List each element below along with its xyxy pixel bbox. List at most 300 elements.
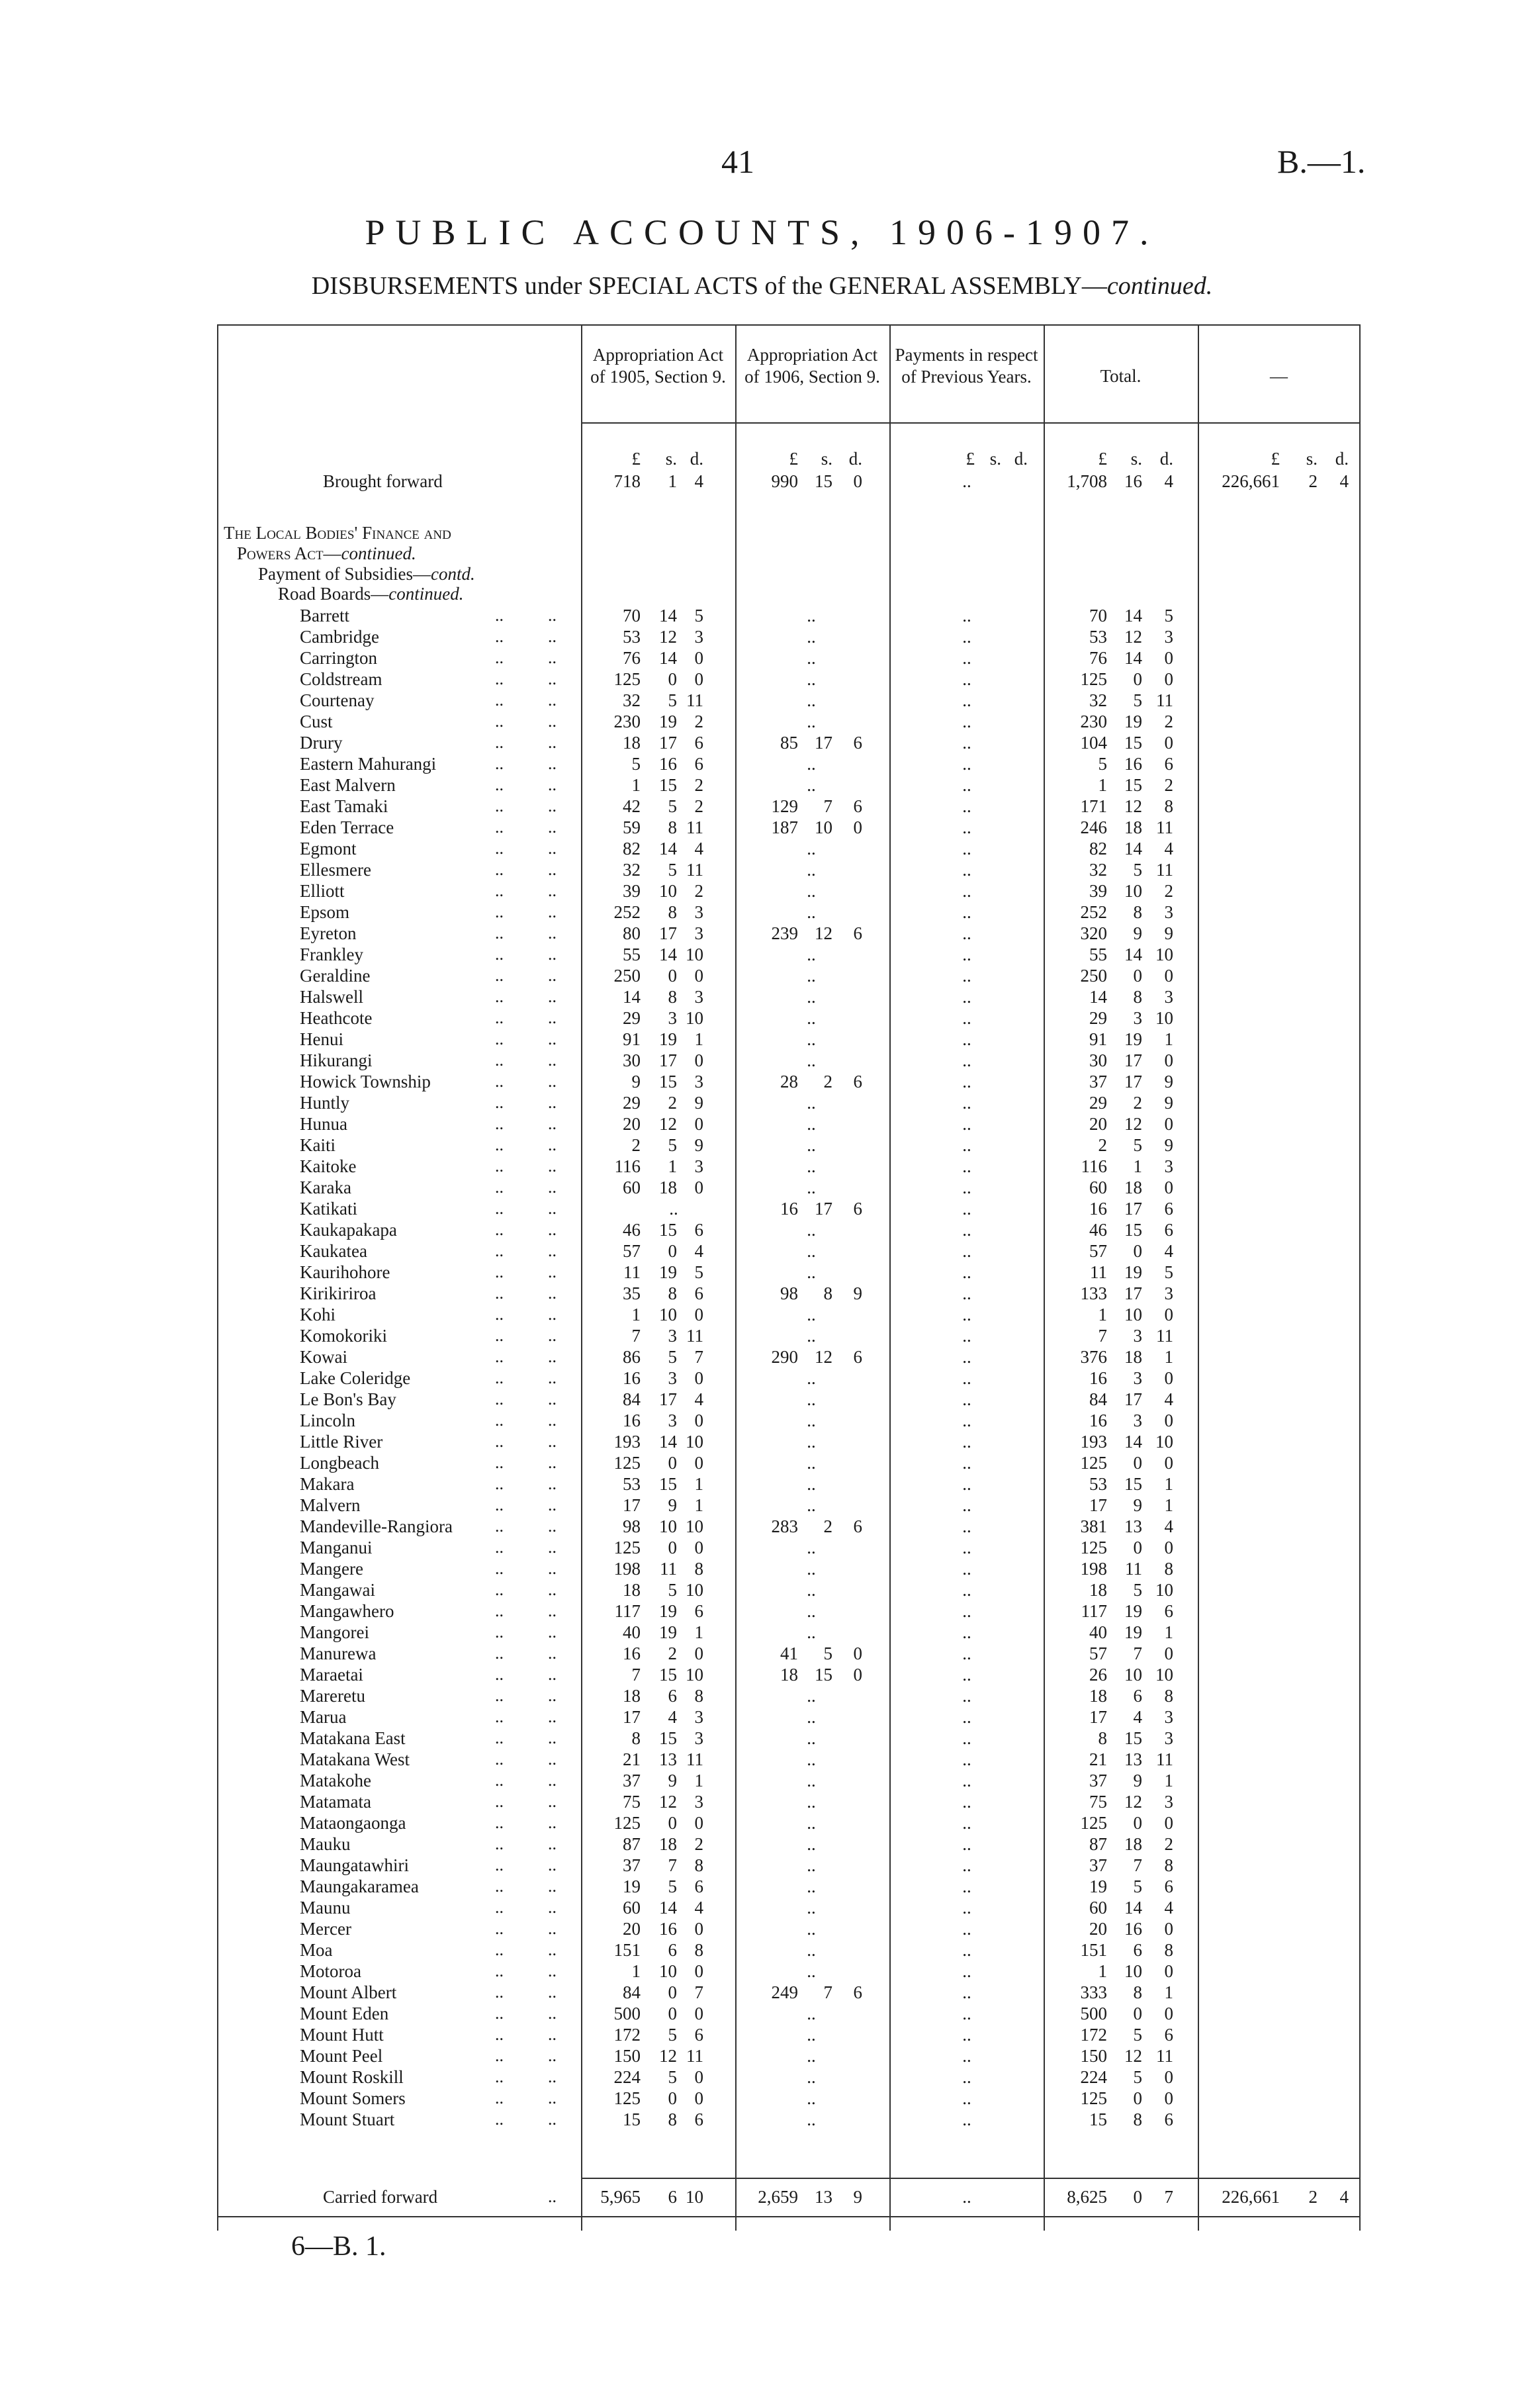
cell-empty: .. bbox=[962, 1792, 971, 1812]
leader-dots: .. bbox=[495, 1389, 504, 1409]
leader-dots: .. bbox=[495, 648, 504, 667]
cell-empty: .. bbox=[962, 1178, 971, 1197]
cell-shillings: 14 bbox=[659, 648, 677, 668]
leader-dots: .. bbox=[548, 1283, 557, 1303]
cell-empty: .. bbox=[807, 1156, 816, 1176]
cell-pounds: 84 bbox=[1089, 1389, 1107, 1409]
cell-pence: 10 bbox=[1155, 1580, 1173, 1600]
cell-shillings: 14 bbox=[1124, 1432, 1142, 1452]
row-label: Mareretu bbox=[300, 1686, 365, 1706]
cell-empty: .. bbox=[807, 1135, 816, 1155]
leader-dots: .. bbox=[548, 1898, 557, 1917]
leader-dots: .. bbox=[495, 1029, 504, 1048]
cell-pounds: 172 bbox=[613, 2025, 641, 2045]
row-label: Marua bbox=[300, 1707, 347, 1727]
cell-pence: 0 bbox=[1164, 2067, 1173, 2087]
row-label: Frankley bbox=[300, 945, 363, 964]
cell-shillings: 0 bbox=[668, 1538, 677, 1557]
cell-pounds: 125 bbox=[613, 1453, 641, 1473]
cell-shillings: 17 bbox=[1124, 1199, 1142, 1219]
cell-shillings: 6 bbox=[1133, 1940, 1142, 1960]
cell-pence: 0 bbox=[694, 1050, 703, 1070]
cell-pence: 0 bbox=[1164, 1813, 1173, 1833]
cell-pence: 3 bbox=[1164, 627, 1173, 647]
cell-empty: .. bbox=[962, 1898, 971, 1918]
cell-empty: .. bbox=[807, 1961, 816, 1981]
cell-pence: 11 bbox=[1156, 1749, 1173, 1769]
leader-dots: .. bbox=[548, 1665, 557, 1684]
leader-dots: .. bbox=[495, 1601, 504, 1620]
row-label: Howick Township bbox=[300, 1072, 431, 1091]
row-label: Mercer bbox=[300, 1919, 351, 1939]
cell-shillings: 19 bbox=[1124, 1601, 1142, 1621]
leader-dots: .. bbox=[495, 1919, 504, 1938]
cell-pence: 6 bbox=[694, 2109, 703, 2129]
leader-dots: .. bbox=[495, 1771, 504, 1790]
cell-empty: .. bbox=[962, 1771, 971, 1790]
row-label: Katikati bbox=[300, 1199, 357, 1219]
leader-dots: .. bbox=[495, 881, 504, 900]
cell-empty: .. bbox=[962, 1474, 971, 1494]
cell-pence: 0 bbox=[694, 1813, 703, 1833]
cell-pence: 3 bbox=[1164, 1707, 1173, 1727]
cell-empty: .. bbox=[807, 1919, 816, 1939]
cell-shillings: 4 bbox=[668, 1707, 677, 1727]
cell-pounds: 32 bbox=[623, 860, 641, 880]
cell-pounds: 133 bbox=[1080, 1283, 1107, 1303]
row-label: Matakohe bbox=[300, 1771, 371, 1790]
cell-pence: 10 bbox=[1155, 1432, 1173, 1452]
cell-empty: .. bbox=[962, 1665, 971, 1685]
cell-empty: .. bbox=[962, 2067, 971, 2087]
cell-empty: .. bbox=[962, 881, 971, 901]
section-heading bbox=[258, 564, 475, 584]
cell-pounds: 91 bbox=[623, 1029, 641, 1049]
leader-dots: .. bbox=[548, 1474, 557, 1493]
cell-shillings: 14 bbox=[659, 839, 677, 858]
cell-pence: 6 bbox=[1164, 1199, 1173, 1219]
cell-pence: 4 bbox=[1339, 471, 1349, 491]
cell-pounds: 117 bbox=[1081, 1601, 1107, 1621]
cell-pounds: 226,661 bbox=[1222, 2187, 1280, 2207]
cell-pounds: 125 bbox=[613, 2088, 641, 2108]
leader-dots: .. bbox=[495, 669, 504, 688]
leader-dots: .. bbox=[548, 1220, 557, 1239]
cell-pounds: 125 bbox=[1080, 1538, 1107, 1557]
cell-pounds: 283 bbox=[771, 1516, 798, 1536]
col-rule-1 bbox=[581, 324, 582, 2231]
cell-pounds: 990 bbox=[771, 471, 798, 491]
leader-dots: .. bbox=[548, 1580, 557, 1599]
cell-empty: .. bbox=[962, 1305, 971, 1324]
cell-pence: 4 bbox=[1164, 839, 1173, 858]
cell-pence: 2 bbox=[694, 881, 703, 901]
cell-empty: .. bbox=[807, 712, 816, 731]
document-reference: B.—1. bbox=[1277, 143, 1366, 180]
cell-empty: .. bbox=[962, 1114, 971, 1134]
leader-dots: .. bbox=[495, 1220, 504, 1239]
cell-empty: .. bbox=[962, 733, 971, 753]
row-label: Karaka bbox=[300, 1178, 351, 1197]
cell-pounds: 42 bbox=[623, 796, 641, 816]
cell-pounds: 85 bbox=[780, 733, 798, 753]
leader-dots: .. bbox=[548, 2109, 557, 2129]
row-label: Maungatawhiri bbox=[300, 1855, 409, 1875]
cell-pence: 2 bbox=[694, 1834, 703, 1854]
cell-shillings: 17 bbox=[815, 733, 832, 753]
row-label: Kohi bbox=[300, 1305, 336, 1324]
cell-shillings: 16 bbox=[659, 754, 677, 774]
cell-empty: .. bbox=[962, 1432, 971, 1452]
cell-empty: .. bbox=[962, 923, 971, 943]
row-label: Matakana West bbox=[300, 1749, 410, 1769]
cell-shillings: 1 bbox=[668, 471, 677, 491]
cell-pounds: 53 bbox=[1089, 627, 1107, 647]
leader-dots: .. bbox=[495, 796, 504, 815]
leader-dots: .. bbox=[495, 1516, 504, 1536]
unit-pound-prev: £ bbox=[965, 449, 975, 469]
cell-shillings: 10 bbox=[1124, 881, 1142, 901]
cell-pence: 7 bbox=[1164, 2187, 1173, 2207]
cell-shillings: 9 bbox=[1133, 923, 1142, 943]
leader-dots: .. bbox=[495, 1707, 504, 1726]
cell-pence: 1 bbox=[694, 1622, 703, 1642]
cell-pence: 3 bbox=[694, 1728, 703, 1748]
cell-pence: 8 bbox=[1164, 1855, 1173, 1875]
cell-empty: .. bbox=[962, 1347, 971, 1367]
leader-dots: .. bbox=[495, 627, 504, 646]
cell-shillings: 12 bbox=[659, 1792, 677, 1812]
leader-dots: .. bbox=[548, 1389, 557, 1409]
cell-empty: .. bbox=[962, 1686, 971, 1706]
leader-dots: .. bbox=[548, 1919, 557, 1938]
cell-shillings: 14 bbox=[1124, 648, 1142, 668]
cell-pence: 10 bbox=[1155, 945, 1173, 964]
cell-shillings: 12 bbox=[1124, 2046, 1142, 2066]
unit-pence-l: d. bbox=[1335, 449, 1349, 469]
cell-shillings: 5 bbox=[668, 1347, 677, 1367]
cell-pounds: 9 bbox=[631, 1072, 641, 1091]
cell-empty: .. bbox=[962, 2025, 971, 2045]
unit-shilling-b: s. bbox=[821, 449, 832, 469]
leader-dots: .. bbox=[495, 1580, 504, 1599]
unit-pence-prev: d. bbox=[1014, 449, 1028, 469]
cell-pounds: 7 bbox=[631, 1665, 641, 1685]
leader-dots: .. bbox=[548, 923, 557, 943]
cell-empty: .. bbox=[962, 1982, 971, 2002]
cell-shillings: 19 bbox=[659, 712, 677, 731]
cell-shillings: 0 bbox=[1133, 2088, 1142, 2108]
row-label: Maraetai bbox=[300, 1665, 363, 1685]
cell-pence: 3 bbox=[694, 923, 703, 943]
cell-pence: 0 bbox=[694, 1178, 703, 1197]
cell-shillings: 6 bbox=[1133, 1686, 1142, 1706]
heading-part: continued. bbox=[341, 543, 416, 563]
cell-empty: .. bbox=[807, 2025, 816, 2045]
row-label: Mount Roskill bbox=[300, 2067, 404, 2087]
cell-pence: 6 bbox=[1164, 754, 1173, 774]
cell-shillings: 17 bbox=[815, 1199, 832, 1219]
cell-pence: 2 bbox=[694, 775, 703, 795]
row-label: Motoroa bbox=[300, 1961, 361, 1981]
cell-pounds: 718 bbox=[613, 471, 641, 491]
cell-empty: .. bbox=[807, 1093, 816, 1113]
leader-dots: .. bbox=[495, 606, 504, 625]
cell-empty: .. bbox=[962, 669, 971, 689]
cell-pence: 3 bbox=[694, 1072, 703, 1091]
cell-shillings: 15 bbox=[659, 1474, 677, 1494]
cell-pounds: 125 bbox=[613, 1813, 641, 1833]
cell-shillings: 16 bbox=[1124, 754, 1142, 774]
cell-empty: .. bbox=[807, 1432, 816, 1452]
cell-pounds: 87 bbox=[623, 1834, 641, 1854]
cell-shillings: 2 bbox=[1308, 471, 1318, 491]
leader-dots: .. bbox=[495, 1156, 504, 1176]
cell-empty: .. bbox=[962, 860, 971, 880]
cell-empty: .. bbox=[807, 1771, 816, 1790]
cell-pounds: 53 bbox=[623, 627, 641, 647]
leader-dots: .. bbox=[495, 2088, 504, 2107]
cell-pounds: 57 bbox=[623, 1241, 641, 1261]
cell-pounds: 55 bbox=[623, 945, 641, 964]
cell-shillings: 19 bbox=[1124, 1262, 1142, 1282]
cell-pence: 8 bbox=[1164, 1940, 1173, 1960]
cell-shillings: 0 bbox=[668, 1813, 677, 1833]
cell-pence: 3 bbox=[694, 1792, 703, 1812]
leader-dots: .. bbox=[548, 1855, 557, 1875]
leader-dots: .. bbox=[495, 1072, 504, 1091]
cell-pounds: 1,708 bbox=[1067, 471, 1107, 491]
cell-pounds: 60 bbox=[623, 1898, 641, 1918]
row-label: Maungakaramea bbox=[300, 1876, 419, 1896]
cell-shillings: 5 bbox=[823, 1644, 832, 1663]
cell-pounds: 290 bbox=[771, 1347, 798, 1367]
cell-pounds: 239 bbox=[771, 923, 798, 943]
cell-pounds: 125 bbox=[1080, 1813, 1107, 1833]
cell-pence: 6 bbox=[853, 796, 862, 816]
cell-pounds: 70 bbox=[623, 606, 641, 625]
cell-shillings: 0 bbox=[1133, 1453, 1142, 1473]
cell-empty: .. bbox=[962, 1622, 971, 1642]
cell-pounds: 82 bbox=[1089, 839, 1107, 858]
cell-pounds: 224 bbox=[613, 2067, 641, 2087]
col-header-approp-1905: Appropriation Act of 1905, Section 9. bbox=[590, 345, 726, 387]
cell-shillings: 7 bbox=[823, 1982, 832, 2002]
cell-pounds: 8,625 bbox=[1067, 2187, 1107, 2207]
cell-empty: .. bbox=[807, 1728, 816, 1748]
leader-dots: .. bbox=[495, 923, 504, 943]
row-label: East Malvern bbox=[300, 775, 396, 795]
row-label: Halswell bbox=[300, 987, 363, 1007]
leader-dots: .. bbox=[495, 1050, 504, 1070]
leader-dots: .. bbox=[495, 1559, 504, 1578]
cell-empty: .. bbox=[962, 1813, 971, 1833]
cell-empty: .. bbox=[962, 1834, 971, 1854]
cell-pounds: 125 bbox=[613, 669, 641, 689]
cell-empty: .. bbox=[807, 1686, 816, 1706]
cell-pounds: 46 bbox=[1089, 1220, 1107, 1240]
cell-pence: 11 bbox=[686, 690, 703, 710]
leader-dots: .. bbox=[495, 902, 504, 921]
cell-pounds: 60 bbox=[1089, 1898, 1107, 1918]
cell-pence: 11 bbox=[1156, 690, 1173, 710]
heading-part: continued. bbox=[388, 584, 464, 604]
cell-pounds: 29 bbox=[623, 1093, 641, 1113]
leader-dots: .. bbox=[495, 1728, 504, 1747]
cell-pounds: 37 bbox=[1089, 1855, 1107, 1875]
unit-shilling-t: s. bbox=[1130, 449, 1142, 469]
row-label: Little River bbox=[300, 1432, 383, 1452]
row-label: Manurewa bbox=[300, 1644, 377, 1663]
cell-shillings: 8 bbox=[668, 2109, 677, 2129]
cell-pence: 2 bbox=[1164, 881, 1173, 901]
unit-pence-b: d. bbox=[848, 449, 862, 469]
cell-empty: .. bbox=[807, 1008, 816, 1028]
cell-pounds: 76 bbox=[623, 648, 641, 668]
cell-pounds: 98 bbox=[623, 1516, 641, 1536]
cell-pounds: 1 bbox=[1098, 1305, 1107, 1324]
leader-dots: .. bbox=[495, 1961, 504, 1980]
cell-pence: 4 bbox=[1164, 471, 1173, 491]
cell-empty: .. bbox=[807, 881, 816, 901]
leader-dots: .. bbox=[548, 2004, 557, 2023]
cell-pence: 0 bbox=[694, 1114, 703, 1134]
leader-dots: .. bbox=[495, 690, 504, 710]
cell-shillings: 15 bbox=[659, 1220, 677, 1240]
cell-shillings: 2 bbox=[668, 1644, 677, 1663]
cell-shillings: 11 bbox=[1125, 1559, 1142, 1579]
cell-pence: 9 bbox=[694, 1135, 703, 1155]
cell-pence: 6 bbox=[1164, 1601, 1173, 1621]
cell-pence: 9 bbox=[1164, 1135, 1173, 1155]
leader-dots: .. bbox=[495, 1538, 504, 1557]
cell-pounds: 30 bbox=[623, 1050, 641, 1070]
cell-pounds: 252 bbox=[1080, 902, 1107, 922]
cell-shillings: 10 bbox=[659, 1305, 677, 1324]
leader-dots: .. bbox=[495, 1178, 504, 1197]
cell-pence: 0 bbox=[1164, 669, 1173, 689]
cell-pounds: 5,965 bbox=[600, 2187, 641, 2207]
leader-dots: .. bbox=[548, 1241, 557, 1260]
leader-dots: .. bbox=[548, 1834, 557, 1853]
cell-shillings: 5 bbox=[668, 1580, 677, 1600]
cell-shillings: 8 bbox=[668, 987, 677, 1007]
leader-dots: .. bbox=[495, 817, 504, 837]
cell-pence: 9 bbox=[1164, 1072, 1173, 1091]
cell-pounds: 40 bbox=[623, 1622, 641, 1642]
cell-shillings: 10 bbox=[659, 881, 677, 901]
cell-shillings: 15 bbox=[659, 1665, 677, 1685]
cell-pounds: 76 bbox=[1089, 648, 1107, 668]
row-label: Eyreton bbox=[300, 923, 357, 943]
cell-pence: 3 bbox=[694, 627, 703, 647]
leader-dots: .. bbox=[548, 1029, 557, 1048]
cell-pounds: 500 bbox=[613, 2004, 641, 2023]
unit-pound-b: £ bbox=[789, 449, 798, 469]
cell-empty: .. bbox=[962, 754, 971, 774]
cell-pounds: 46 bbox=[623, 1220, 641, 1240]
cell-empty: .. bbox=[962, 471, 971, 491]
cell-pence: 3 bbox=[1164, 1792, 1173, 1812]
leader-dots: .. bbox=[495, 1982, 504, 2002]
cell-empty: .. bbox=[962, 1940, 971, 1960]
cell-pence: 0 bbox=[1164, 2004, 1173, 2023]
leader-dots: .. bbox=[495, 754, 504, 773]
cell-pounds: 75 bbox=[623, 1792, 641, 1812]
leader-dots: .. bbox=[495, 1432, 504, 1451]
row-label: Geraldine bbox=[300, 966, 371, 986]
cell-pounds: 18 bbox=[1089, 1686, 1107, 1706]
col-rule-2 bbox=[735, 324, 737, 2231]
cell-pence: 10 bbox=[686, 945, 703, 964]
cell-shillings: 18 bbox=[1124, 1347, 1142, 1367]
cell-empty: .. bbox=[669, 1199, 678, 1219]
leader-dots: .. bbox=[495, 1876, 504, 1896]
cell-pounds: 16 bbox=[1089, 1368, 1107, 1388]
cell-pence: 4 bbox=[694, 1241, 703, 1261]
row-label: Eastern Mahurangi bbox=[300, 754, 437, 774]
cell-pounds: 37 bbox=[623, 1771, 641, 1790]
cell-pounds: 87 bbox=[1089, 1834, 1107, 1854]
cell-shillings: 13 bbox=[1124, 1516, 1142, 1536]
cell-empty: .. bbox=[962, 1644, 971, 1663]
cell-shillings: 5 bbox=[668, 860, 677, 880]
leader-dots: .. bbox=[495, 2109, 504, 2129]
cell-empty: .. bbox=[962, 987, 971, 1007]
cell-pence: 3 bbox=[694, 902, 703, 922]
cell-shillings: 3 bbox=[668, 1326, 677, 1346]
leader-dots: .. bbox=[495, 733, 504, 752]
cell-shillings: 14 bbox=[659, 1432, 677, 1452]
section-heading bbox=[237, 543, 416, 564]
cell-pence: 6 bbox=[853, 733, 862, 753]
cell-pence: 1 bbox=[1164, 1029, 1173, 1049]
cell-shillings: 12 bbox=[659, 627, 677, 647]
leader-dots: .. bbox=[548, 754, 557, 773]
cell-shillings: 10 bbox=[1124, 1305, 1142, 1324]
cell-pence: 6 bbox=[694, 2025, 703, 2045]
cell-pounds: 125 bbox=[1080, 1453, 1107, 1473]
col-header-total: Total. bbox=[1100, 366, 1142, 386]
cell-pence: 9 bbox=[694, 1093, 703, 1113]
cell-pence: 3 bbox=[1164, 1728, 1173, 1748]
cell-pounds: 15 bbox=[1089, 2109, 1107, 2129]
cell-pence: 5 bbox=[694, 1262, 703, 1282]
cell-pounds: 333 bbox=[1080, 1982, 1107, 2002]
cell-empty: .. bbox=[962, 1919, 971, 1939]
cell-shillings: 3 bbox=[1133, 1411, 1142, 1430]
cell-pounds: 32 bbox=[1089, 860, 1107, 880]
leader-dots: .. bbox=[548, 1368, 557, 1387]
cell-pence: 0 bbox=[694, 1411, 703, 1430]
cell-pounds: 320 bbox=[1080, 923, 1107, 943]
cell-pence: 0 bbox=[694, 1644, 703, 1663]
cell-empty: .. bbox=[807, 1305, 816, 1324]
cell-pence: 11 bbox=[686, 860, 703, 880]
leader-dots: .. bbox=[548, 1305, 557, 1324]
cell-pence: 0 bbox=[1164, 1453, 1173, 1473]
unit-pound-a: £ bbox=[631, 449, 641, 469]
cell-pence: 0 bbox=[1164, 1178, 1173, 1197]
cell-pounds: 20 bbox=[623, 1919, 641, 1939]
subtitle-italic: continued. bbox=[1106, 272, 1213, 300]
cell-pounds: 11 bbox=[623, 1262, 641, 1282]
cell-pounds: 116 bbox=[1081, 1156, 1107, 1176]
cell-empty: .. bbox=[807, 1792, 816, 1812]
cell-shillings: 5 bbox=[668, 690, 677, 710]
cell-pounds: 57 bbox=[1089, 1241, 1107, 1261]
cell-pounds: 60 bbox=[623, 1178, 641, 1197]
